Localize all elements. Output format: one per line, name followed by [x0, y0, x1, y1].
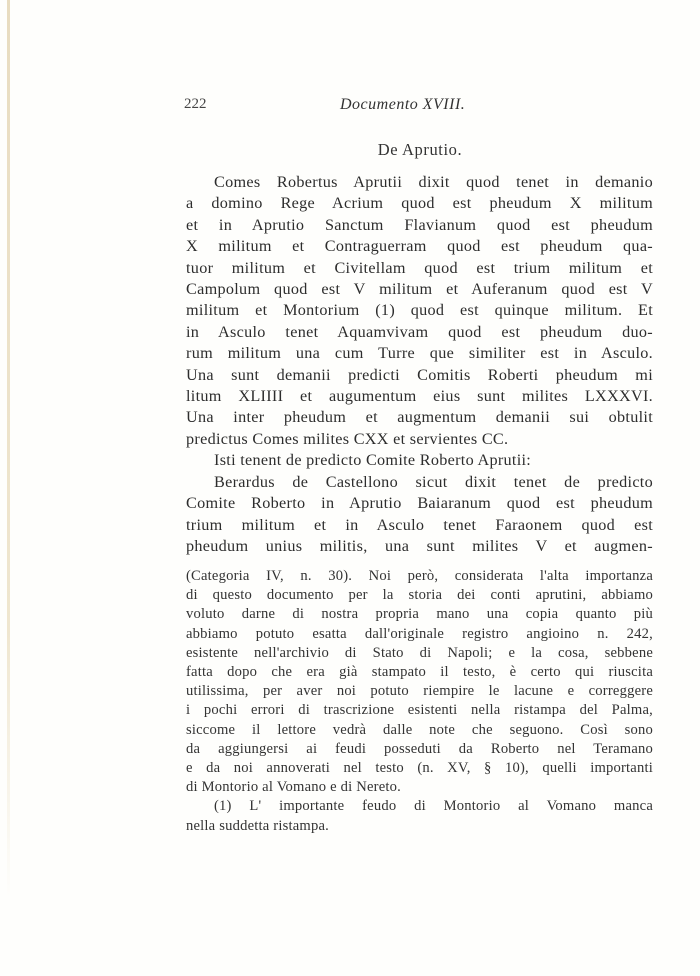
- footnote-1: (1) L' importante feudo di Montorio al Vomano manca: [214, 798, 653, 815]
- footnote-line: di Montorio al Vomano e di Nereto.: [186, 779, 402, 796]
- text-line: Comite Roberto in Aprutio Baiaranum quod est pheudum: [186, 494, 653, 513]
- footnote-line: (Categoria IV, n. 30). Noi però, considerata l'alta importanza: [186, 568, 653, 584]
- text-line: et in Aprutio Sanctum Flavianum quod est pheudum: [186, 215, 653, 234]
- text-line: Berardus de Castellono sicut dixit tenet de predicto: [214, 472, 653, 491]
- running-head: Documento XVIII.: [340, 96, 466, 113]
- footnote-line: fatta dopo che era già stampato il testo, è certo qui riuscita: [186, 664, 653, 681]
- footnote-line: voluto darne di nostra propria mano una copia quanto più: [186, 606, 653, 623]
- text-line: in Asculo tenet Aquamvivam quod est pheudum duo-: [186, 322, 653, 341]
- text-line: Comes Robertus Aprutii dixit quod tenet in demanio: [214, 173, 653, 191]
- text-line: militum et Montorium (1) quod est quinque militum. Et: [186, 301, 653, 320]
- footnote-line: utilissima, per aver noi potuto riempire le lacune e correggere: [186, 683, 653, 700]
- text-line: Una sunt demanii predicti Comitis Roberti pheudum mi: [186, 365, 653, 384]
- footnote-line: abbiamo potuto esatta dall'originale registro angioino n. 242,: [186, 625, 653, 642]
- text-line: tuor militum et Civitellam quod est trium militum et: [186, 258, 653, 277]
- section-title: De Aprutio.: [377, 140, 463, 159]
- text-line: Isti tenent de predicto Comite Roberto Aprutii:: [214, 451, 532, 470]
- text-line: Campolum quod est V militum et Auferanum quod est V: [186, 280, 653, 299]
- text-line: Una inter pheudum et augmentum demanii sui obtulit: [186, 408, 653, 427]
- footnote-line: da aggiungersi ai feudi posseduti da Roberto nel Teramano: [186, 740, 653, 757]
- text-line: X militum et Contraguerram quod est pheudum qua-: [186, 237, 653, 256]
- page-edge-line: [7, 0, 10, 900]
- text-line: trium militum et in Asculo tenet Faraonem quod est: [186, 515, 653, 534]
- footnotes: [186, 567, 653, 836]
- footnote-1-continuation: nella suddetta ristampa.: [186, 817, 329, 834]
- footnote-line: siccome il lettore vedrà dalle note che seguono. Così sono: [186, 721, 653, 738]
- footnote-line: e da noi annoverati nel testo (n. XV, § 10), quelli importanti: [186, 760, 653, 777]
- text-line: predictus Comes milites CXX et servientes CC.: [186, 429, 509, 448]
- footnote-line: di questo documento per la storia dei conti aprutini, abbiamo: [186, 587, 653, 604]
- text-line: pheudum unius militis, una sunt milites V et augmen-: [186, 536, 653, 555]
- text-line: litum XLIIII et augumentum eius sunt milites LXXXVI.: [186, 387, 653, 406]
- text-line: a domino Rege Acrium quod est pheudum X militum: [186, 194, 653, 213]
- text-line: rum militum una cum Turre que similiter est in Asculo.: [186, 344, 653, 363]
- page-number: 222: [184, 96, 207, 112]
- main-text: [186, 172, 653, 557]
- footnote-line: i pochi errori di trascrizione esistenti nella ristampa del Palma,: [186, 702, 653, 719]
- footnote-line: esistente nell'archivio di Stato di Napoli; e la cosa, sebbene: [186, 644, 653, 661]
